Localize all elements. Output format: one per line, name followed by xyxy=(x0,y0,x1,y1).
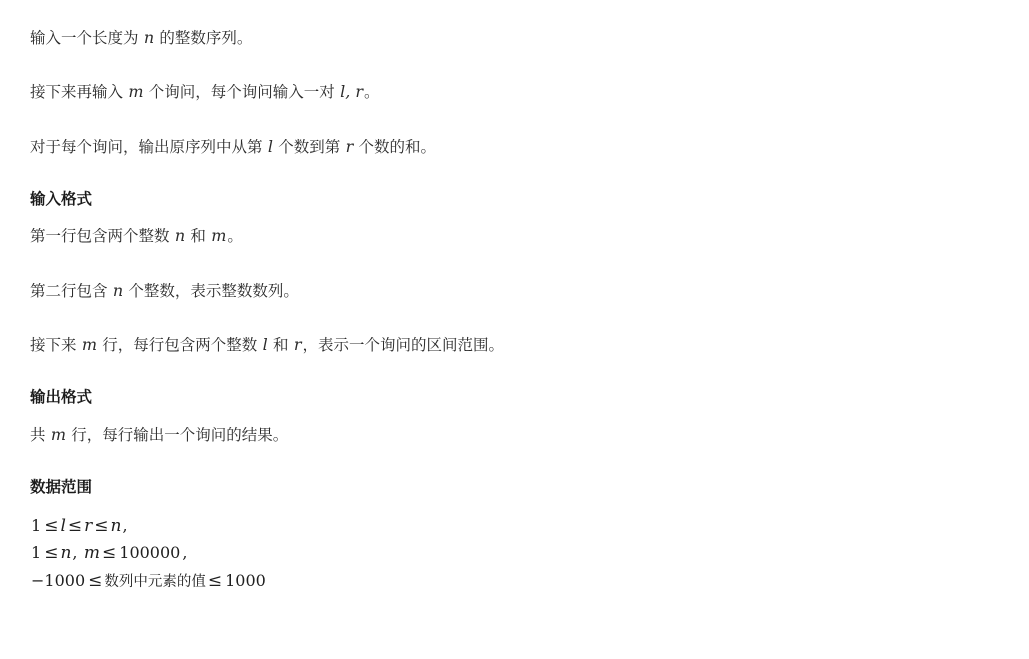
math-variable-m: m xyxy=(211,226,227,246)
text-fragment: 。 xyxy=(227,228,243,246)
constraint-line-3 xyxy=(30,568,999,596)
math-variable-n: n xyxy=(174,226,186,246)
number: 1000 xyxy=(225,570,266,590)
number: 1 xyxy=(31,515,42,535)
text-fragment: 个数的和。 xyxy=(354,138,437,156)
text-fragment: 行，每行包含两个整数 xyxy=(97,336,262,354)
section-heading-output-format: 输出格式 xyxy=(30,389,93,407)
math-variable-n: n xyxy=(110,515,122,536)
relation-leq: ≤ xyxy=(44,543,59,564)
input-format-line-1 xyxy=(30,224,999,248)
relation-leq: ≤ xyxy=(94,515,109,536)
math-variable-l: l xyxy=(60,515,66,536)
text-fragment: 个整数，表示整数数列。 xyxy=(124,282,299,300)
comma: , xyxy=(72,543,78,563)
math-variable-l: l xyxy=(267,136,273,156)
intro-paragraph-2 xyxy=(30,80,999,104)
number: 100000 xyxy=(119,543,181,563)
input-format-line-3 xyxy=(30,333,999,357)
comma: , xyxy=(182,543,188,563)
relation-leq: ≤ xyxy=(102,543,117,564)
text-fragment: ，表示一个询问的区间范围。 xyxy=(302,336,505,354)
relation-leq: ≤ xyxy=(88,570,103,591)
constraint-line-1 xyxy=(30,513,999,541)
text-fragment: 共 xyxy=(30,426,50,444)
relation-leq: ≤ xyxy=(44,515,59,536)
data-range-constraints xyxy=(30,513,999,596)
text-fragment: 接下来 xyxy=(30,336,81,354)
intro-paragraph-1 xyxy=(30,26,999,50)
text-fragment: 个询问，每个询问输入一对 xyxy=(144,84,340,102)
math-variable-m: m xyxy=(50,424,66,444)
text-fragment: 接下来再输入 xyxy=(30,84,128,102)
math-variable-m: m xyxy=(83,543,101,564)
math-variable-r: r xyxy=(84,515,93,536)
section-heading-data-range: 数据范围 xyxy=(30,479,93,497)
text-fragment: 个数到第 xyxy=(273,138,345,156)
output-format-line-1 xyxy=(30,423,999,447)
input-format-line-2 xyxy=(30,279,999,303)
text-fragment: 和 xyxy=(186,228,211,246)
relation-leq: ≤ xyxy=(67,515,83,536)
section-heading-input-format: 输入格式 xyxy=(30,190,93,208)
math-variable-n: n xyxy=(60,543,72,564)
number: −1000 xyxy=(31,570,86,590)
math-variable-l: l xyxy=(262,334,268,354)
math-variable-n: n xyxy=(112,280,124,300)
text-fragment: 第一行包含两个整数 xyxy=(30,228,174,246)
intro-paragraph-3 xyxy=(30,135,999,159)
relation-leq: ≤ xyxy=(207,570,223,591)
text-fragment: 输入一个长度为 xyxy=(30,30,143,47)
text-fragment: 和 xyxy=(268,336,293,354)
math-variable-m: m xyxy=(81,334,97,354)
math-variable-m: m xyxy=(128,82,144,102)
constraint-line-2 xyxy=(30,540,999,568)
math-variable-n: n xyxy=(143,28,155,47)
comma: , xyxy=(122,515,128,535)
text-fragment: 对于每个询问，输出原序列中从第 xyxy=(30,138,267,156)
text-fragment: 第二行包含 xyxy=(30,282,112,300)
text-fragment: 行，每行输出一个询问的结果。 xyxy=(66,426,289,444)
math-variable-l-r: l, r xyxy=(340,82,364,102)
number: 1 xyxy=(31,543,42,563)
math-variable-r: r xyxy=(293,334,302,354)
math-variable-r: r xyxy=(345,136,354,156)
text-fragment: 的整数序列。 xyxy=(155,30,253,47)
text-fragment: 。 xyxy=(364,84,380,102)
constraint-subject: 数列中元素的值 xyxy=(104,573,206,590)
